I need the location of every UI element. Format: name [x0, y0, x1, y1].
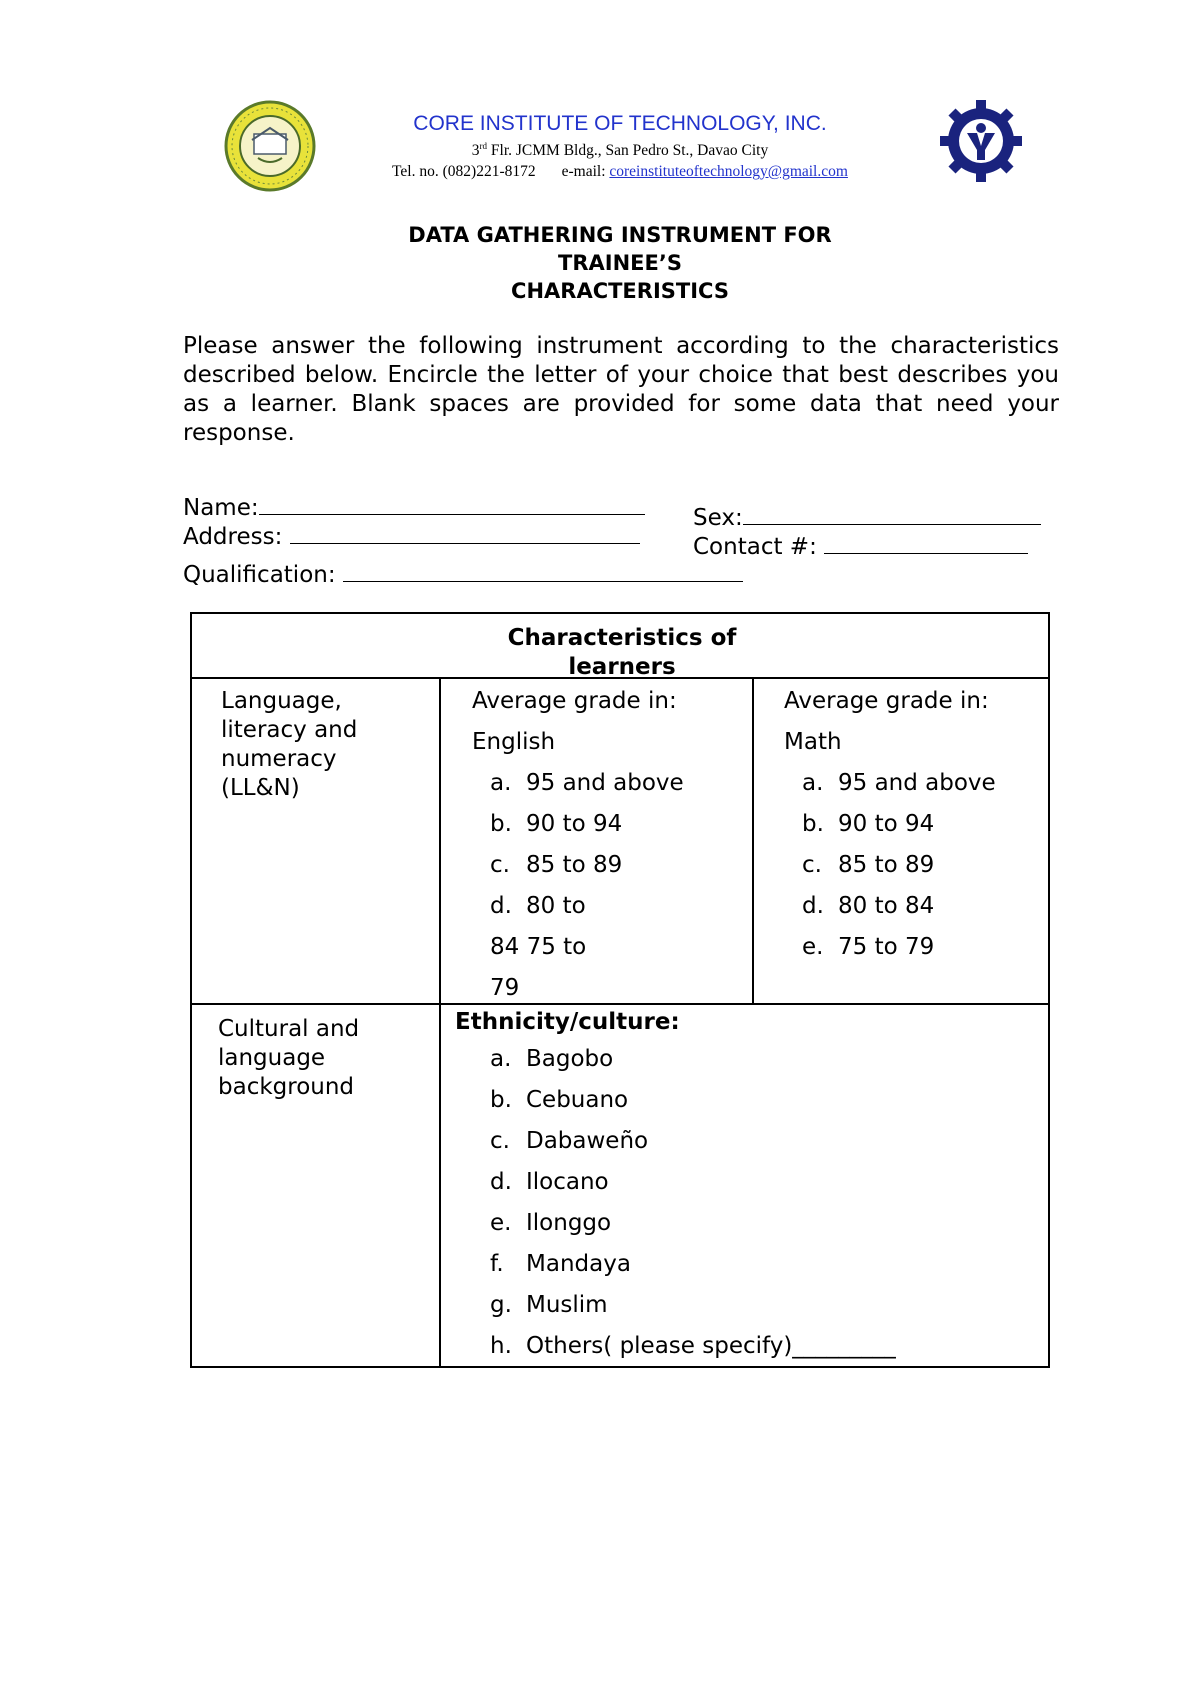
telephone: Tel. no. (082)221-8172: [392, 163, 536, 180]
math-grade-title: Average grade in:: [784, 688, 989, 714]
english-subject: English: [472, 729, 556, 755]
name-field[interactable]: Name:: [183, 492, 645, 521]
llandn-label: Language, literacy and numeracy (LL&N): [221, 688, 358, 801]
list-item[interactable]: c. 85 to 89: [802, 852, 935, 878]
characteristics-table: [190, 612, 1050, 1368]
list-item[interactable]: f. Mandaya: [490, 1251, 631, 1277]
math-subject: Math: [784, 729, 842, 755]
instructions-paragraph: Please answer the following instrument according to the characteristics described below. Encircle the letter of your choice that best describes you as a learner. Blank spaces are provided for some data that need your response.: [183, 333, 1059, 446]
list-item[interactable]: b. 90 to 94: [490, 811, 623, 837]
list-item[interactable]: a. 95 and above: [802, 770, 996, 796]
address-field[interactable]: Address:: [183, 521, 640, 550]
cultural-background-label: Cultural and language background: [218, 1016, 360, 1100]
email-link[interactable]: coreinstituteoftechnology@gmail.com: [609, 163, 848, 180]
list-item[interactable]: e. Ilonggo: [490, 1210, 612, 1236]
math-grade-options: [784, 681, 996, 968]
sex-field[interactable]: Sex:: [693, 502, 1041, 531]
table-header: Characteristics of learners: [507, 625, 737, 680]
list-item[interactable]: a. Bagobo: [490, 1046, 614, 1072]
list-item[interactable]: c. 85 to 89: [490, 852, 623, 878]
list-item[interactable]: d. 80 to: [490, 893, 586, 919]
list-item[interactable]: d. Ilocano: [490, 1169, 609, 1195]
tesda-gear-logo: [938, 98, 1024, 184]
list-item[interactable]: h. Others( please specify)_________: [490, 1333, 896, 1359]
english-grade-options: [472, 681, 684, 1009]
list-item[interactable]: d. 80 to 84: [802, 893, 935, 919]
ethnicity-title: Ethnicity/culture:: [455, 1009, 680, 1035]
list-item[interactable]: a. 95 and above: [490, 770, 684, 796]
list-item[interactable]: g. Muslim: [490, 1292, 608, 1318]
institute-name: CORE INSTITUTE OF TECHNOLOGY, INC.: [413, 112, 827, 135]
list-item: 84 75 to: [490, 934, 587, 960]
contact-field[interactable]: Contact #:: [693, 531, 1028, 560]
institute-contact: [300, 163, 940, 181]
ethnicity-options: [455, 1005, 896, 1367]
list-item: 79: [490, 975, 520, 1001]
list-item[interactable]: e. 75 to 79: [802, 934, 935, 960]
qualification-field[interactable]: Qualification:: [183, 559, 743, 588]
document-title: DATA GATHERING INSTRUMENT FOR TRAINEE’S CHARACTERISTICS: [408, 223, 832, 303]
english-grade-title: Average grade in:: [472, 688, 677, 714]
list-item[interactable]: b. 90 to 94: [802, 811, 935, 837]
institute-address: 3rd Flr. JCMM Bldg., San Pedro St., Davao City: [471, 141, 769, 160]
list-item[interactable]: c. Dabaweño: [490, 1128, 649, 1154]
list-item[interactable]: b. Cebuano: [490, 1087, 629, 1113]
email-label: e-mail:: [561, 163, 606, 180]
